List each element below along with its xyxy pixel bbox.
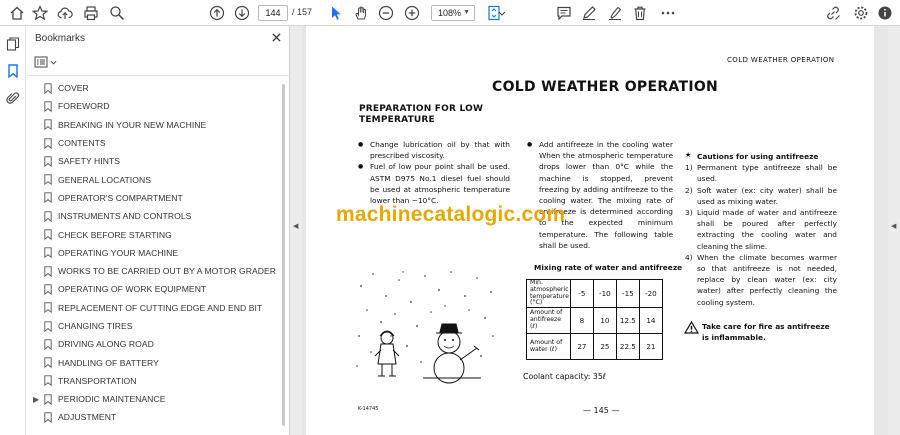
bookmark-icon [44, 229, 52, 240]
bullet-item: ● Add antifreeze in the cooling water When the atmospheric temperature drops lower than 0°C while the machine is stopped, prevent freezing by adding antifreeze to the cooling water. The mixing rate of antifreeze is determined according to the expected minimum temperature. The following table shall be used. [527, 139, 673, 251]
fit-chevron-icon[interactable] [497, 4, 507, 22]
zoom-in-icon[interactable] [403, 4, 421, 22]
caution-item [685, 162, 837, 184]
left-icon-rail [0, 26, 26, 435]
page-number: — 145 — [583, 406, 620, 415]
bookmark-icon [44, 266, 52, 277]
bookmark-icon [44, 119, 52, 130]
bookmark-item[interactable] [27, 134, 279, 152]
comment-icon[interactable] [555, 4, 573, 22]
bookmark-icon [44, 412, 52, 423]
bookmark-label: ADJUSTMENT [58, 412, 117, 423]
divider [27, 75, 290, 76]
bookmark-icon [44, 284, 52, 295]
bookmark-icon [44, 101, 52, 112]
figure-label: K-14745 [358, 406, 379, 412]
bookmark-icon[interactable] [5, 63, 21, 79]
bookmark-item[interactable] [27, 317, 279, 335]
attachment-icon[interactable] [5, 90, 21, 106]
page-total: / 157 [292, 7, 313, 17]
mix-table-title: Mixing rate of water and antifreeze [534, 263, 683, 272]
bullet-item: ● Fuel of low pour point shall be used. ASTM D975 No.1 diesel fuel should be used at atmospheric temperature lower than −10°C. [358, 161, 510, 206]
caution-item [685, 207, 837, 252]
chevron-left-icon: ◀ [293, 223, 299, 230]
caution-item [685, 252, 837, 308]
bookmark-item[interactable] [27, 152, 279, 170]
chevron-right-icon[interactable]: ▶ [33, 394, 40, 404]
caution-number: 4) [685, 252, 693, 262]
bookmark-icon [44, 247, 52, 258]
pdf-page [306, 26, 874, 435]
table-row [527, 280, 663, 308]
caution-text: Soft water (ex: city water) shall be used as mixing water. [697, 185, 837, 206]
bookmark-list [27, 79, 279, 427]
star-icon[interactable] [31, 4, 49, 22]
select-cursor-icon[interactable] [327, 4, 345, 22]
zoom-out-icon[interactable] [377, 4, 395, 22]
table-cell: 22.5 [616, 334, 639, 360]
cautions-title: ★ Cautions for using antifreeze [685, 151, 837, 162]
section-title: PREPARATION FOR LOW TEMPERATURE [359, 104, 484, 125]
print-icon[interactable] [82, 4, 100, 22]
chevron-down-icon: ▼ [463, 9, 470, 16]
zoom-level-value: 108% [438, 8, 462, 18]
highlight-icon[interactable] [606, 4, 624, 22]
table-cell: 14 [639, 308, 662, 334]
scrollbar[interactable] [280, 78, 287, 433]
table-cell: 8 [570, 308, 593, 334]
warning-text: Take care for fire as antifreeze is inflammable. [702, 322, 830, 342]
bookmark-icon [44, 302, 52, 313]
bookmark-label: DRIVING ALONG ROAD [58, 339, 154, 350]
caution-number: 1) [685, 163, 693, 173]
bookmark-item[interactable] [27, 79, 279, 97]
bookmark-icon [44, 394, 52, 405]
bookmark-item[interactable] [27, 299, 279, 317]
snowman-illustration [351, 266, 501, 386]
bookmark-item[interactable] [27, 372, 279, 390]
table-cell: -20 [639, 280, 662, 308]
warning-triangle-icon [684, 321, 699, 334]
bookmark-label: FOREWORD [58, 101, 110, 112]
bookmark-icon [44, 138, 52, 149]
bookmark-item[interactable] [27, 225, 279, 243]
list-options-icon [34, 56, 48, 68]
bookmark-item[interactable] [27, 408, 279, 426]
bullet-item: ● Change lubrication oil by that with prescribed viscosity. [358, 139, 510, 161]
row-label: Amount of water (ℓ) [527, 334, 571, 360]
pages-thumbnail-icon[interactable] [5, 36, 21, 52]
table-row [527, 334, 663, 360]
caution-text: Liquid made of water and antifreeze shall be poured after perfectly extracting the cooling water and cleaning the slime. [697, 208, 837, 251]
zoom-level-select[interactable] [431, 5, 475, 21]
pen-icon[interactable] [580, 4, 598, 22]
document-view [302, 26, 888, 435]
top-toolbar [0, 0, 900, 26]
bookmark-label: PERIODIC MAINTENANCE [58, 394, 166, 405]
scrollbar-thumb[interactable] [282, 84, 285, 426]
more-options-icon[interactable] [659, 4, 677, 22]
coolant-capacity: Coolant capacity: 35ℓ [523, 372, 607, 381]
bookmark-label: WORKS TO BE CARRIED OUT BY A MOTOR GRADER [58, 266, 277, 277]
bookmark-item[interactable] [27, 390, 279, 408]
panel-collapse-handle[interactable] [290, 26, 302, 435]
page-up-icon[interactable] [208, 4, 226, 22]
caution-text: Permanent type antifreeze shall be used. [697, 163, 837, 184]
bookmark-icon [44, 357, 52, 368]
cautions-column [685, 151, 837, 308]
watermark: machinecatalogic.com [336, 203, 566, 226]
table-cell: -5 [570, 280, 593, 308]
bookmark-label: INSTRUMENTS AND CONTROLS [58, 211, 192, 222]
bookmark-icon [44, 375, 52, 386]
link-edit-icon[interactable] [824, 4, 842, 22]
bookmark-label: CHANGING TIRES [58, 321, 133, 331]
close-icon[interactable] [269, 30, 283, 44]
column-1 [358, 139, 510, 206]
bookmark-item[interactable] [27, 207, 279, 225]
bookmark-label: HANDLING OF BATTERY [58, 357, 159, 368]
bookmark-label: OPERATING YOUR MACHINE [58, 247, 179, 258]
table-cell: 10 [593, 308, 616, 334]
bookmark-label: GENERAL LOCATIONS [58, 174, 152, 185]
bookmark-icon [44, 192, 52, 203]
table-cell: 27 [570, 334, 593, 360]
panel-title: Bookmarks [35, 33, 86, 44]
bookmark-item[interactable] [27, 170, 279, 188]
page-down-icon[interactable] [233, 4, 251, 22]
chevron-down-icon [50, 59, 57, 66]
bookmarks-panel [27, 26, 290, 435]
caution-text: When the climate becomes warmer so that antifreeze is not needed, replace by clean water (ex: city water) after perfectly cleaning the cooling system. [697, 252, 837, 307]
bookmark-item[interactable] [27, 335, 279, 353]
table-cell: 25 [593, 334, 616, 360]
bookmark-label: TRANSPORTATION [58, 375, 137, 386]
caution-number: 2) [685, 185, 693, 195]
bookmark-icon [44, 174, 52, 185]
table-cell: 12.5 [616, 308, 639, 334]
table-cell: -10 [593, 280, 616, 308]
bookmark-label: REPLACEMENT OF CUTTING EDGE AND END BIT [58, 302, 263, 313]
page-number-input[interactable]: 144 [258, 5, 288, 21]
bookmark-label: CHECK BEFORE STARTING [58, 229, 172, 240]
bookmark-item[interactable] [27, 280, 279, 298]
delete-icon[interactable] [631, 4, 649, 22]
table-cell: 21 [639, 334, 662, 360]
zoom-search-icon[interactable] [108, 4, 126, 22]
bookmark-icon [44, 83, 52, 94]
caution-number: 3) [685, 208, 693, 218]
column-2 [527, 139, 673, 251]
bookmark-item[interactable] [27, 353, 279, 371]
bookmark-label: OPERATING OF WORK EQUIPMENT [58, 284, 207, 295]
bookmark-item[interactable] [27, 189, 279, 207]
cloud-upload-icon[interactable] [56, 4, 74, 22]
bookmark-icon [44, 321, 52, 332]
bookmark-item[interactable] [27, 97, 279, 115]
info-icon[interactable] [876, 4, 894, 22]
home-icon[interactable] [8, 4, 26, 22]
table-row [527, 308, 663, 334]
table-cell: -15 [616, 280, 639, 308]
bookmark-icon [44, 339, 52, 350]
running-header: COLD WEATHER OPERATION [727, 56, 835, 64]
settings-icon[interactable] [852, 4, 870, 22]
caution-item [685, 185, 837, 207]
hand-tool-icon[interactable] [352, 4, 370, 22]
bookmark-label: CONTENTS [58, 138, 106, 149]
bookmark-icon [44, 211, 52, 222]
bookmark-label: SAFETY HINTS [58, 156, 121, 167]
row-label: Min. atmospheric temperature (°C) [527, 280, 571, 308]
page-title: COLD WEATHER OPERATION [492, 79, 719, 95]
right-panel-handle[interactable] [888, 26, 900, 435]
bookmark-item[interactable] [27, 262, 279, 280]
bookmark-item[interactable] [27, 244, 279, 262]
row-label: Amount of antifreeze (ℓ) [527, 308, 571, 334]
bookmark-label: OPERATOR'S COMPARTMENT [58, 192, 183, 203]
mixing-rate-table [526, 279, 663, 360]
bookmark-icon [44, 156, 52, 167]
bookmark-item[interactable] [27, 116, 279, 134]
bookmark-label: COVER [58, 83, 89, 94]
bookmark-options-button[interactable] [34, 55, 60, 69]
fire-warning [684, 321, 839, 343]
bookmark-label: BREAKING IN YOUR NEW MACHINE [58, 119, 207, 130]
chevron-left-icon: ◀ [891, 223, 897, 230]
